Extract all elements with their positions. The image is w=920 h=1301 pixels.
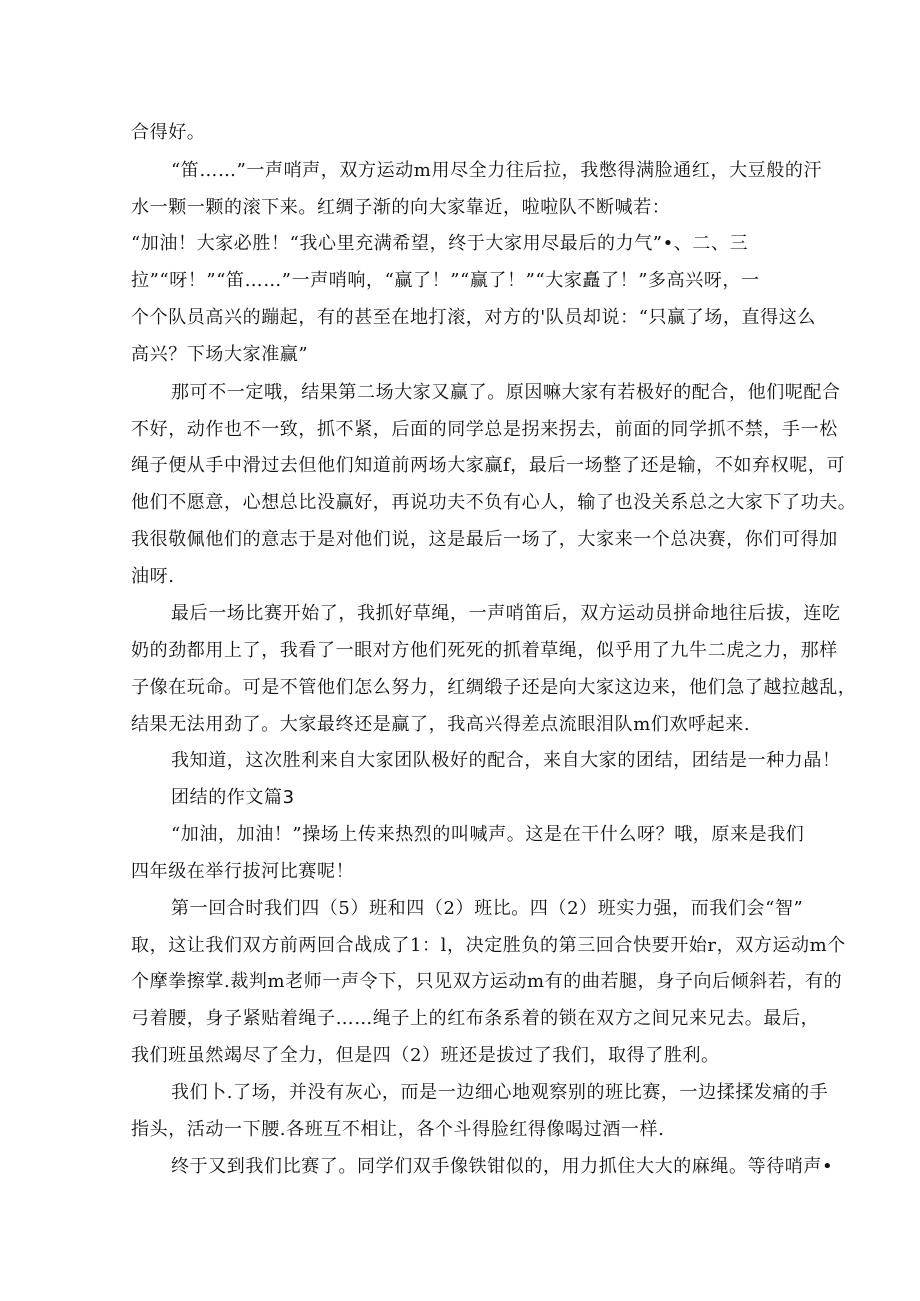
- text-line: 弓着腰，身子紧贴着绳子……绳子上的红布条系着的锁在双方之间兄来兄去。最后，: [131, 1008, 820, 1029]
- section-heading: 团结的作文篇3: [171, 787, 295, 808]
- text-line: “加油，加油！”操场上传来热烈的叫喊声。这是在干什么呀？哦，原来是我们: [171, 824, 805, 845]
- text-line: 奶的劲都用上了，我看了一眼对方他们死死的抓着草绳，似乎用了九牛二虎之力，那样: [131, 640, 838, 661]
- text-line: 水一颗一颗的滚下来。红绸子渐的向大家靠近，啦啦队不断喊若：: [131, 197, 671, 218]
- text-line: 我们班虽然竭尽了全力，但是四（2）班还是拔过了我们，取得了胜利。: [131, 1045, 720, 1066]
- text-line: 我知道，这次胜利来自大家团队极好的配合，来自大家的团结，团结是一种力晶！: [171, 750, 841, 771]
- text-line: 终于又到我们比赛了。同学们双手像铁钳似的，用力抓住大大的麻绳。等待哨声•: [171, 1156, 834, 1177]
- text-line: 子像在玩命。可是不管他们怎么努力，红绸缎子还是向大家这边来，他们急了越拉越乱，: [131, 677, 857, 698]
- text-line: 我很敬佩他们的意志于是对他们说，这是最后一场了，大家来一个总决赛，你们可得加: [131, 529, 838, 550]
- text-line: 那可不一定哦，结果第二场大家又赢了。原因嘛大家有若极好的配合，他们呢配合: [171, 382, 841, 403]
- text-line: 最后一场比赛开始了，我抓好草绳，一声哨笛后，双方运动员拼命地往后拔，连吃: [171, 603, 841, 624]
- text-line: 个个队员高兴的蹦起，有的甚至在地打滚，对方的'队员却说：“只赢了场，直得这么: [131, 307, 816, 328]
- text-line: 个摩拳擦掌.裁判m老师一声令下，只见双方运动m有的曲若腿，身子向后倾斜若，有的: [131, 971, 843, 992]
- text-line: 指头，活动一下腰.各班互不相让，各个斗得脸红得像喝过酒一样.: [131, 1119, 665, 1140]
- text-line: 油呀.: [131, 566, 175, 587]
- text-line: “加油！大家必胜！“我心里充满希望，终于大家用尽最后的力气”•、二、三: [131, 233, 749, 254]
- text-line: 他们不愿意，心想总比没赢好，再说功夫不负有心人，输了也没关系总之大家下了功夫。: [131, 492, 857, 513]
- text-line: 取，这让我们双方前两回合战成了1：l，决定胜负的第三回合快要开始r，双方运动m个: [131, 935, 846, 956]
- text-line: 合得好。: [131, 122, 206, 143]
- text-line: 高兴？下场大家准赢”: [131, 344, 309, 365]
- text-line: 结果无法用劲了。大家最终还是赢了，我高兴得差点流眼泪队m们欢呼起来.: [131, 714, 751, 735]
- text-line: “笛……”一声哨声，双方运动m用尽全力往后拉，我憋得满脸通红，大豆般的汗: [171, 160, 823, 181]
- text-line: 第一回合时我们四（5）班和四（2）班比。四（2）班实力强，而我们会“智”: [171, 898, 804, 919]
- text-line: 四年级在举行拔河比赛呢！: [131, 861, 355, 882]
- text-line: 拉”“呀！”“笛……”一声哨响，“赢了！”“赢了！”“大家矗了！”多高兴呀，一: [131, 270, 760, 291]
- text-line: 绳子便从手中滑过去但他们知道前两场大家赢f，最后一场整了还是输，不如弃权呢，可: [131, 455, 846, 476]
- text-line: 不好，动作也不一致，抓不紧，后面的同学总是拐来拐去，前面的同学抓不禁，手一松: [131, 419, 838, 440]
- text-line: 我们卜.了场，并没有灰心，而是一边细心地观察别的班比赛，一边揉揉发痛的手: [171, 1082, 829, 1103]
